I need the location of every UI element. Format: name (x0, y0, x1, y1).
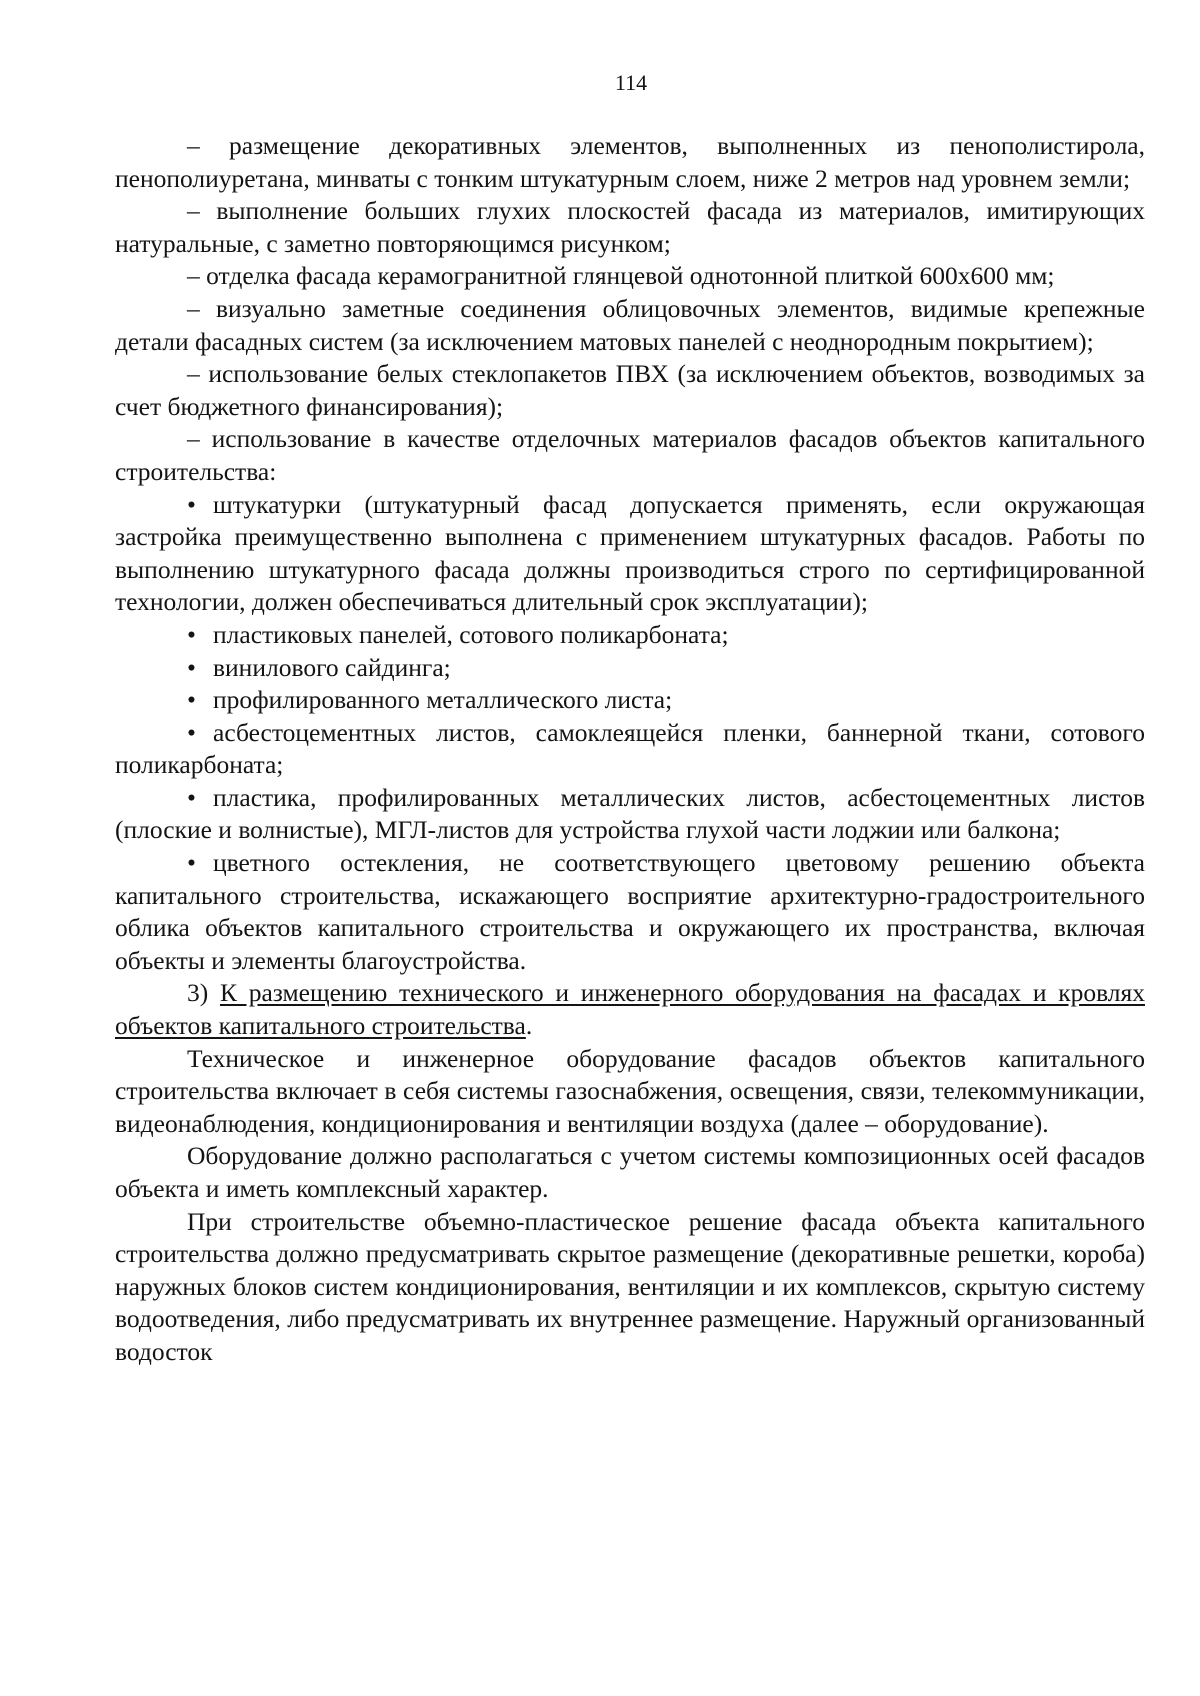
page-number: 114 (614, 70, 648, 95)
section-number: 3) (187, 978, 209, 1008)
list-item-dash: – визуально заметные соединения облицовочных элементов, видимые крепежные детали фасадных систем (за исключением матовых панелей с неоднородным покрытием); (115, 293, 1145, 356)
bullet-text: профилированного металлического листа; (213, 685, 673, 715)
section-title: К размещению технического и инженерного оборудования на фасадах и кровлях объектов капитального строительства (115, 978, 1145, 1041)
bullet-text: асбестоцементных листов, самоклеящейся пленки, баннерной ткани, сотового поликарбоната; (115, 717, 1145, 780)
bullet-icon: • (187, 848, 196, 878)
paragraph: Техническое и инженерное оборудование фасадов объектов капитального строительства включает в себя системы газоснабжения, освещения, связи, телекоммуникации, видеонаблюдения, кондиционирования и вентиляции воздуха (далее – оборудование). (115, 1043, 1145, 1138)
bullet-item (115, 847, 1145, 977)
section-title-suffix: . (525, 1011, 533, 1041)
bullet-icon: • (187, 685, 196, 715)
bullet-icon: • (187, 717, 196, 747)
bullet-icon: • (187, 489, 196, 519)
list-item-dash: – размещение декоративных элементов, выполненных из пенополистирола, пенополиуретана, минваты с тонким штукатурным слоем, ниже 2 метров над уровнем земли; (115, 131, 1145, 193)
bullet-icon: • (187, 782, 196, 812)
bullet-item (115, 717, 1145, 782)
bullet-icon: • (187, 619, 196, 649)
bullet-item (115, 782, 1145, 847)
bullet-item (115, 489, 1145, 619)
bullet-text: винилового сайдинга; (213, 652, 451, 682)
bullet-text: цветного остекления, не соответствующего цветовому решению объекта капитального строительства, искажающего восприятие архитектурно-градостроительного облика объектов капитального строительства и окружающего их пространства, включая объекты и элементы благоустройства. (115, 848, 1145, 975)
list-item-dash: – отделка фасада керамогранитной глянцевой однотонной плиткой 600x600 мм; (187, 261, 1055, 291)
bullet-item (115, 684, 1145, 717)
bullet-text: пластика, профилированных металлических листов, асбестоцементных листов (плоские и волнистые), МГЛ-листов для устройства глухой части лоджии или балкона; (115, 782, 1145, 845)
list-item-dash: – выполнение больших глухих плоскостей фасада из материалов, имитирующих натуральные, с заметно повторяющимся рисунком; (115, 196, 1145, 258)
bullet-text: пластиковых панелей, сотового поликарбоната; (213, 619, 729, 649)
bullet-icon: • (187, 652, 196, 682)
paragraph: При строительстве объемно-пластическое решение фасада объекта капитального строительства должно предусматривать скрытое размещение (декоративные решетки, короба) наружных блоков систем кондиционирования, вентиляции и их комплексов, скрытую систему водоотведения, либо предусматривать их внутреннее размещение. Наружный организованный водосток (115, 1206, 1145, 1366)
section-heading (115, 977, 1145, 1042)
paragraph: Оборудование должно располагаться с учетом системы композиционных осей фасадов объекта и иметь комплексный характер. (115, 1141, 1145, 1203)
list-item-dash: – использование белых стеклопакетов ПВХ (за исключением объектов, возводимых за счет бюджетного финансирования); (115, 359, 1145, 421)
bullet-text: штукатурки (штукатурный фасад допускается применять, если окружающая застройка преимущественно выполнена с применением штукатурных фасадов. Работы по выполнению штукатурного фасада должны производиться строго по сертифицированной технологии, должен обеспечиваться длительный срок эксплуатации); (115, 489, 1145, 617)
list-item-dash: – использование в качестве отделочных материалов фасадов объектов капитального строительства: (115, 424, 1145, 486)
bullet-item (115, 619, 1145, 652)
document-body (115, 130, 1145, 1369)
bullet-item (115, 652, 1145, 685)
